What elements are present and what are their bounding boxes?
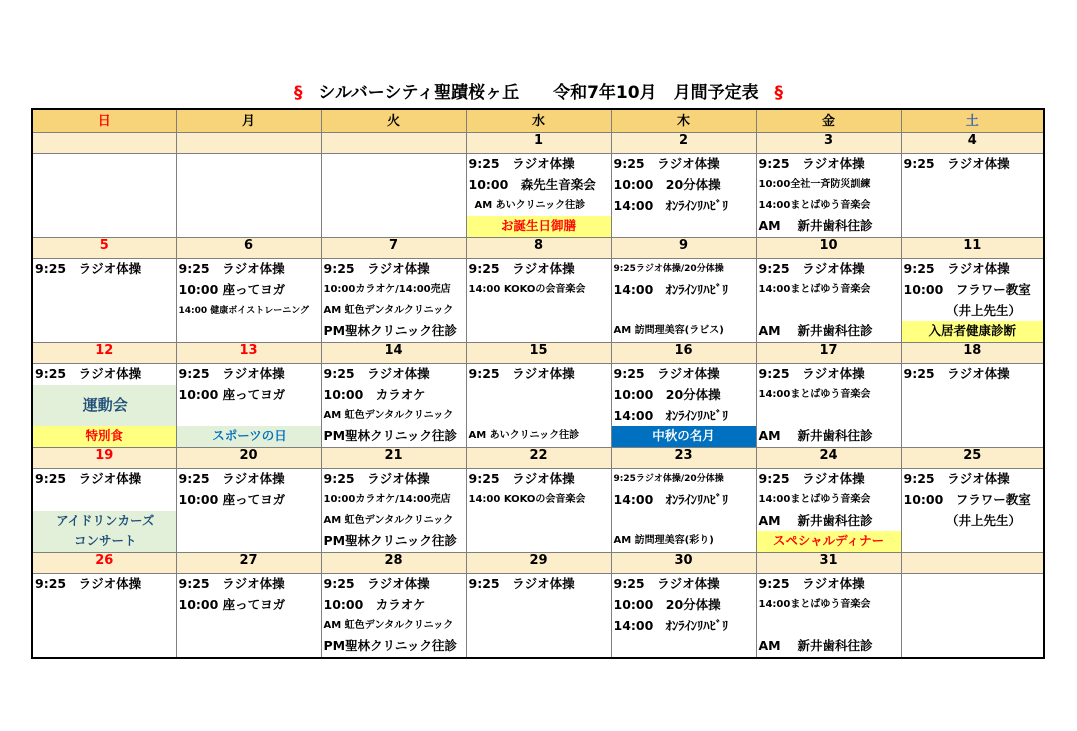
date-cell: 27 — [176, 553, 321, 574]
date-cell — [32, 133, 176, 154]
event-cell — [466, 574, 611, 659]
date-cell: 24 — [756, 448, 901, 469]
date-cell: 23 — [611, 448, 756, 469]
event-line: 14:00まとばゆう音楽会 — [758, 199, 871, 211]
date-cell: 9 — [611, 238, 756, 259]
event-line: 9:25 ラジオ体操 — [613, 156, 720, 171]
event-row — [32, 469, 1044, 553]
special-dinner-label: スペシャルディナー — [757, 531, 901, 552]
event-cell — [756, 574, 901, 659]
event-line: 14:00 健康ボイストレーニング — [178, 305, 310, 316]
weekday-fri: 金 — [756, 109, 901, 133]
date-cell: 7 — [321, 238, 466, 259]
event-line: （井上先生） — [945, 512, 1021, 528]
event-cell — [176, 469, 321, 553]
event-cell — [466, 469, 611, 553]
event-row — [32, 154, 1044, 238]
event-line: 9:25 ラジオ体操 — [758, 261, 865, 276]
event-line: 9:25 ラジオ体操 — [903, 156, 1010, 171]
harvest-moon-label: 中秋の名月 — [612, 426, 756, 447]
event-line: 10:00 フラワー教室 — [903, 281, 1031, 297]
special-meal-label: 特別食 — [33, 426, 176, 447]
event-line: 9:25 ラジオ体操 — [468, 261, 575, 276]
event-cell — [321, 259, 466, 343]
date-cell: 19 — [32, 448, 176, 469]
title-text: シルバーシティ聖蹟桜ヶ丘 令和7年10月 月間予定表 — [318, 83, 759, 103]
event-cell — [611, 259, 756, 343]
date-cell: 20 — [176, 448, 321, 469]
event-line: 9:25 ラジオ体操 — [35, 471, 142, 486]
event-line: 14:00 KOKOの会音楽会 — [468, 493, 586, 505]
event-line: 9:25ラジオ体操/20分体操 — [613, 264, 724, 274]
event-line: AM 虹色デンタルクリニック — [323, 304, 454, 316]
page-title — [0, 78, 1077, 104]
date-cell: 21 — [321, 448, 466, 469]
weekday-header-row — [32, 109, 1044, 133]
event-line: 10:00 20分体操 — [613, 596, 721, 612]
event-cell — [611, 154, 756, 238]
event-cell — [901, 469, 1044, 553]
weekday-mon: 月 — [176, 109, 321, 133]
event-cell — [466, 259, 611, 343]
event-line: 9:25 ラジオ体操 — [758, 366, 865, 381]
event-cell — [32, 574, 176, 659]
date-cell: 2 — [611, 133, 756, 154]
event-line: AM あいクリニック往診 — [468, 430, 580, 442]
date-cell: 22 — [466, 448, 611, 469]
event-line: 9:25 ラジオ体操 — [178, 471, 285, 486]
date-cell: 11 — [901, 238, 1044, 259]
event-line: 9:25 ラジオ体操 — [468, 156, 575, 171]
event-line: AM 訪問理美容(ラビス) — [613, 325, 724, 337]
event-line: 14:00まとばゆう音楽会 — [758, 283, 871, 295]
date-cell: 1 — [466, 133, 611, 154]
date-row — [32, 133, 1044, 154]
event-line: 9:25 ラジオ体操 — [35, 366, 142, 381]
event-line: 10:00 座ってヨガ — [178, 281, 286, 297]
date-cell: 17 — [756, 343, 901, 364]
event-line: 9:25 ラジオ体操 — [35, 576, 142, 591]
event-line: 10:00 20分体操 — [613, 386, 721, 402]
event-cell — [176, 259, 321, 343]
weekday-sun: 日 — [32, 109, 176, 133]
event-line: AM 新井歯科往診 — [758, 428, 873, 444]
event-cell — [466, 154, 611, 238]
weekday-sat: 土 — [901, 109, 1044, 133]
event-line: AM 新井歯科往診 — [758, 323, 873, 339]
date-cell — [901, 553, 1044, 574]
event-line: 10:00 座ってヨガ — [178, 386, 286, 402]
event-cell — [756, 154, 901, 238]
date-cell: 16 — [611, 343, 756, 364]
event-line: 9:25 ラジオ体操 — [323, 471, 430, 486]
date-cell: 29 — [466, 553, 611, 574]
event-cell — [756, 259, 901, 343]
event-line: 10:00 森先生音楽会 — [468, 176, 596, 192]
concert-label: アイドリンカーズ — [33, 511, 176, 532]
event-line: 10:00 座ってヨガ — [178, 596, 286, 612]
date-cell: 10 — [756, 238, 901, 259]
event-cell — [611, 469, 756, 553]
date-cell: 14 — [321, 343, 466, 364]
date-row — [32, 238, 1044, 259]
event-line: 9:25ラジオ体操/20分体操 — [613, 474, 724, 484]
event-line: 14:00 ｵﾝﾗｲﾝﾘﾊﾋﾞﾘ — [613, 281, 729, 297]
event-line: AM 新井歯科往診 — [758, 218, 873, 234]
event-line: 9:25 ラジオ体操 — [178, 366, 285, 381]
event-line: AM 新井歯科往診 — [758, 512, 873, 528]
event-line: AM 虹色デンタルクリニック — [323, 409, 454, 421]
event-cell — [321, 364, 466, 448]
event-line: 9:25 ラジオ体操 — [323, 261, 430, 276]
event-cell — [466, 364, 611, 448]
event-line: （井上先生） — [945, 302, 1021, 318]
event-line: PM聖林クリニック往診 — [323, 323, 457, 339]
event-cell — [32, 469, 176, 553]
date-cell: 15 — [466, 343, 611, 364]
event-cell — [32, 364, 176, 448]
date-cell: 26 — [32, 553, 176, 574]
date-cell: 3 — [756, 133, 901, 154]
date-cell: 8 — [466, 238, 611, 259]
event-line: 9:25 ラジオ体操 — [468, 576, 575, 591]
event-cell — [901, 259, 1044, 343]
event-cell — [176, 364, 321, 448]
event-cell — [611, 574, 756, 659]
date-row — [32, 553, 1044, 574]
event-cell — [321, 574, 466, 659]
event-line: 9:25 ラジオ体操 — [613, 576, 720, 591]
event-line: 14:00 KOKOの会音楽会 — [468, 283, 586, 295]
event-line: 10:00カラオケ/14:00売店 — [323, 283, 451, 295]
event-line: 9:25 ラジオ体操 — [903, 261, 1010, 276]
section-mark-left: § — [293, 83, 303, 103]
date-cell: 4 — [901, 133, 1044, 154]
event-line: AM 虹色デンタルクリニック — [323, 514, 454, 526]
event-line: 9:25 ラジオ体操 — [35, 261, 142, 276]
date-cell — [176, 133, 321, 154]
event-line: 10:00 カラオケ — [323, 596, 426, 612]
event-line: 14:00まとばゆう音楽会 — [758, 388, 871, 400]
event-cell — [321, 154, 466, 238]
event-cell — [32, 154, 176, 238]
date-cell: 13 — [176, 343, 321, 364]
event-line: 9:25 ラジオ体操 — [178, 261, 285, 276]
weekday-tue: 火 — [321, 109, 466, 133]
date-cell: 28 — [321, 553, 466, 574]
event-line: 10:00 カラオケ — [323, 386, 426, 402]
section-mark-right: § — [774, 83, 783, 103]
event-line: 9:25 ラジオ体操 — [468, 366, 575, 381]
date-row — [32, 343, 1044, 364]
event-cell — [756, 364, 901, 448]
calendar-table — [31, 108, 1045, 659]
event-row — [32, 259, 1044, 343]
health-check-label: 入居者健康診断 — [902, 321, 1044, 342]
date-cell: 6 — [176, 238, 321, 259]
event-row — [32, 364, 1044, 448]
event-line: 14:00まとばゆう音楽会 — [758, 598, 871, 610]
date-row — [32, 448, 1044, 469]
date-cell: 12 — [32, 343, 176, 364]
event-line: 9:25 ラジオ体操 — [178, 576, 285, 591]
event-line: AM 訪問理美容(彩り) — [613, 535, 714, 547]
weekday-wed: 水 — [466, 109, 611, 133]
event-line: 9:25 ラジオ体操 — [758, 471, 865, 486]
sports-day-label: 運動会 — [33, 385, 176, 427]
date-cell: 5 — [32, 238, 176, 259]
event-line: AM 新井歯科往診 — [758, 638, 873, 654]
date-cell: 25 — [901, 448, 1044, 469]
event-line: 9:25 ラジオ体操 — [468, 471, 575, 486]
event-line: 9:25 ラジオ体操 — [323, 366, 430, 381]
event-cell — [176, 574, 321, 659]
event-line: 9:25 ラジオ体操 — [758, 576, 865, 591]
date-cell: 30 — [611, 553, 756, 574]
event-cell — [901, 364, 1044, 448]
event-line: 9:25 ラジオ体操 — [758, 156, 865, 171]
event-line: AM 虹色デンタルクリニック — [323, 619, 454, 631]
event-line: PM聖林クリニック往診 — [323, 638, 457, 654]
event-line: 14:00まとばゆう音楽会 — [758, 493, 871, 505]
concert-label: コンサート — [33, 531, 176, 552]
event-line: 10:00 座ってヨガ — [178, 491, 286, 507]
event-cell — [176, 154, 321, 238]
event-line: 10:00全社一斉防災訓練 — [758, 178, 871, 190]
event-cell — [321, 469, 466, 553]
birthday-meal-label: お誕生日御膳 — [467, 216, 611, 237]
event-line: 9:25 ラジオ体操 — [613, 366, 720, 381]
event-row — [32, 574, 1044, 659]
event-line: 10:00 フラワー教室 — [903, 491, 1031, 507]
weekday-thu: 木 — [611, 109, 756, 133]
holiday-label: スポーツの日 — [177, 426, 321, 447]
event-line: 10:00 20分体操 — [613, 176, 721, 192]
event-line: 14:00 ｵﾝﾗｲﾝﾘﾊﾋﾞﾘ — [613, 407, 729, 423]
event-line: PM聖林クリニック往診 — [323, 428, 457, 444]
event-line: 14:00 ｵﾝﾗｲﾝﾘﾊﾋﾞﾘ — [613, 197, 729, 213]
event-line: 9:25 ラジオ体操 — [903, 366, 1010, 381]
event-cell — [611, 364, 756, 448]
event-line: 14:00 ｵﾝﾗｲﾝﾘﾊﾋﾞﾘ — [613, 491, 729, 507]
date-cell: 18 — [901, 343, 1044, 364]
date-cell — [321, 133, 466, 154]
event-cell — [756, 469, 901, 553]
event-line: 9:25 ラジオ体操 — [903, 471, 1010, 486]
event-cell — [901, 154, 1044, 238]
event-line: 10:00カラオケ/14:00売店 — [323, 493, 451, 505]
event-line: PM聖林クリニック往診 — [323, 533, 457, 549]
date-cell: 31 — [756, 553, 901, 574]
event-cell — [901, 574, 1044, 659]
event-line: 14:00 ｵﾝﾗｲﾝﾘﾊﾋﾞﾘ — [613, 617, 729, 633]
event-line: AM あいクリニック往診 — [474, 199, 586, 211]
event-line: 9:25 ラジオ体操 — [323, 576, 430, 591]
event-cell — [32, 259, 176, 343]
